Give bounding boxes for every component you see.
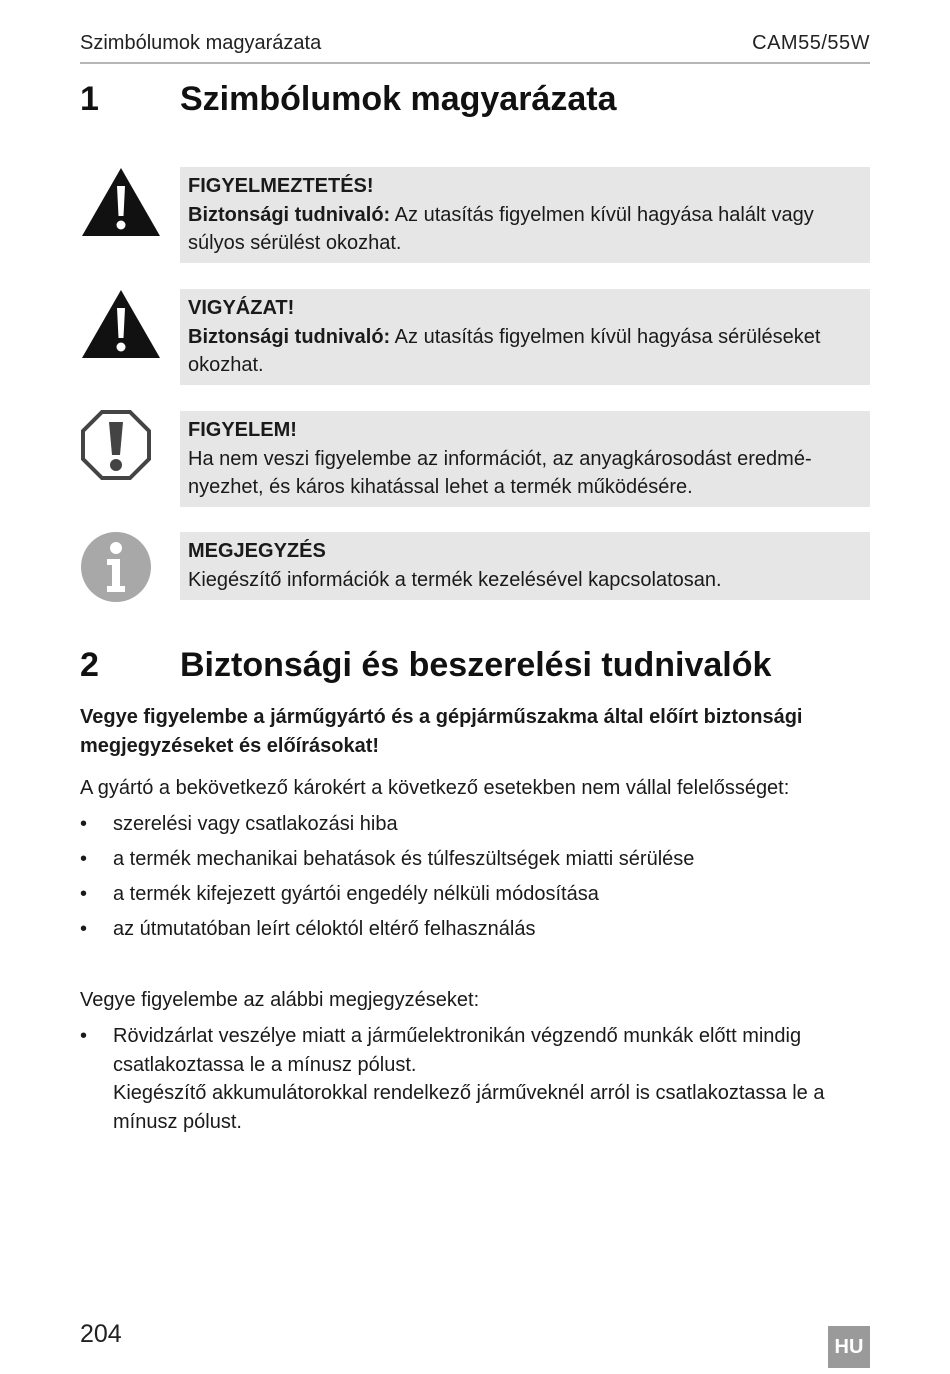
octagon-exclamation-icon — [80, 409, 152, 486]
notice-caution — [180, 289, 870, 385]
running-header-title: Szimbólumok magyarázata — [80, 32, 322, 54]
section-1-title: Szimbólumok magyarázata — [180, 80, 617, 118]
notice-warning — [180, 167, 870, 263]
warning-triangle-icon — [80, 166, 162, 243]
safety-intro-bold: Vegye figyelembe a járműgyártó és a gépjárműszakma által előírt biztonsági megjegyzéseket és előírásokat! — [80, 706, 803, 757]
list-item: • a termék kifejezett gyártói engedély nélküli módosítása — [80, 880, 870, 909]
page-number: 204 — [80, 1320, 122, 1348]
notice-text: Az utasítás figyelmen kívül hagyása sérüléseket okozhat. — [188, 325, 821, 376]
list-item: • szerelési vagy csatlakozási hiba — [80, 810, 870, 839]
notice-text: Az utasítás figyelmen kívül hagyása halált vagy súlyos sérülést okozhat. — [188, 203, 814, 254]
notes-list — [80, 1022, 870, 1143]
notice-title: MEGJEGYZÉS — [188, 540, 326, 562]
liability-intro: A gyártó a bekövetkező károkért a következő esetekben nem vállal felelősséget: — [80, 777, 790, 799]
note-line-1: • Rövidzárlat veszélye miatt a járműelektronikán végzendő munkák előtt mindig csatlakoztassa le a mínusz pólust. — [113, 1025, 802, 1076]
language-badge: HU — [828, 1326, 870, 1368]
section-2-number: 2 — [80, 646, 99, 684]
notice-title: VIGYÁZAT! — [188, 297, 295, 319]
liability-list — [80, 810, 870, 950]
list-item — [80, 1022, 870, 1136]
list-item: • a termék mechanikai behatások és túlfeszültségek miatti sérülése — [80, 845, 870, 874]
info-circle-icon — [80, 531, 152, 608]
note-line-2: Kiegészítő akkumulátorokkal rendelkező járműveknél arról is csatlakoztassa le a mínusz pólust. — [113, 1082, 825, 1133]
notice-note — [180, 532, 870, 600]
notice-attention — [180, 411, 870, 507]
notice-label: Biztonsági tudnivaló: — [188, 203, 391, 226]
notice-title: FIGYELEM! — [188, 419, 297, 441]
section-2-title: Biztonsági és beszerelési tudnivalók — [180, 646, 772, 684]
notes-intro: Vegye figyelembe az alábbi megjegyzéseket: — [80, 989, 480, 1011]
notice-text: Ha nem veszi figyelembe az információt, az anyagkárosodást eredményezhet, és káros kihatással lehet a termék működésére. — [188, 447, 812, 498]
header-divider — [80, 62, 870, 64]
caution-triangle-icon — [80, 288, 162, 365]
notice-label: Biztonsági tudnivaló: — [188, 325, 391, 348]
list-item: • az útmutatóban leírt céloktól eltérő felhasználás — [80, 915, 870, 944]
section-1-number: 1 — [80, 80, 99, 118]
notice-title: FIGYELMEZTETÉS! — [188, 175, 374, 197]
notice-text: Kiegészítő információk a termék kezelésével kapcsolatosan. — [188, 568, 722, 591]
running-header-model: CAM55/55W — [752, 32, 870, 54]
